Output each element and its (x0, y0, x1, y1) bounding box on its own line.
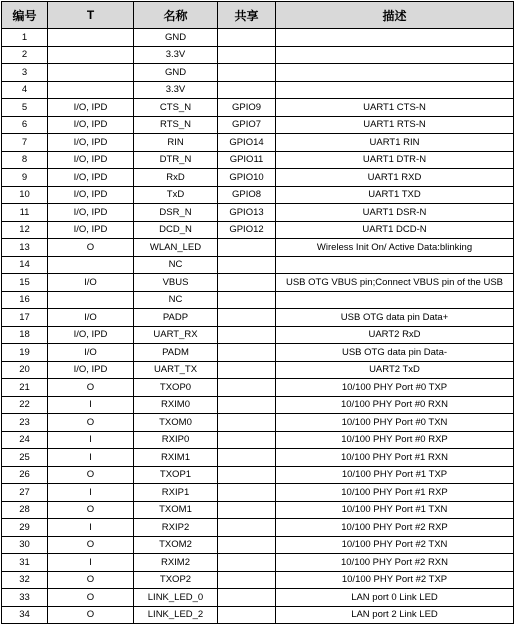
pin-type: I/O, IPD (48, 116, 134, 134)
header-shared: 共享 (218, 2, 276, 29)
table-row (2, 221, 514, 239)
header-description: 描述 (276, 2, 514, 29)
pin-description: UART2 TxD (276, 361, 514, 379)
pin-description: UART1 CTS-N (276, 99, 514, 117)
pin-shared (218, 309, 276, 327)
pin-type: I/O (48, 344, 134, 362)
pin-number: 30 (2, 536, 48, 554)
table-row (2, 589, 514, 607)
pin-description (276, 29, 514, 47)
pin-type (48, 64, 134, 82)
pin-shared (218, 414, 276, 432)
pin-type: I (48, 554, 134, 572)
pin-description: UART1 TXD (276, 186, 514, 204)
pin-description: 10/100 PHY Port #1 RXP (276, 484, 514, 502)
pin-shared (218, 291, 276, 309)
pin-number: 21 (2, 379, 48, 397)
pin-number: 19 (2, 344, 48, 362)
pin-type: I/O, IPD (48, 326, 134, 344)
pin-number: 34 (2, 606, 48, 624)
pin-type: I (48, 431, 134, 449)
pin-description: UART1 DCD-N (276, 221, 514, 239)
pin-description: LAN port 2 Link LED (276, 606, 514, 624)
pin-description: 10/100 PHY Port #1 TXN (276, 501, 514, 519)
table-row (2, 134, 514, 152)
pin-number: 20 (2, 361, 48, 379)
pin-shared (218, 64, 276, 82)
pin-shared (218, 256, 276, 274)
pin-description (276, 64, 514, 82)
pin-shared: GPIO13 (218, 204, 276, 222)
pin-name: VBUS (134, 274, 218, 292)
pin-name: WLAN_LED (134, 239, 218, 257)
pin-shared (218, 274, 276, 292)
table-row (2, 99, 514, 117)
pin-name: TXOP0 (134, 379, 218, 397)
pin-description: 10/100 PHY Port #0 RXP (276, 431, 514, 449)
pin-number: 13 (2, 239, 48, 257)
pin-name: RXIP0 (134, 431, 218, 449)
table-row (2, 466, 514, 484)
pin-name: RIN (134, 134, 218, 152)
pin-number: 18 (2, 326, 48, 344)
pin-type: O (48, 466, 134, 484)
pin-number: 8 (2, 151, 48, 169)
pin-number: 25 (2, 449, 48, 467)
pin-name: DTR_N (134, 151, 218, 169)
pin-description: 10/100 PHY Port #2 RXN (276, 554, 514, 572)
pin-name: PADM (134, 344, 218, 362)
pin-shared (218, 571, 276, 589)
pin-shared (218, 344, 276, 362)
pin-description: 10/100 PHY Port #2 RXP (276, 519, 514, 537)
pin-description (276, 46, 514, 64)
pin-type: I (48, 519, 134, 537)
pin-name: LINK_LED_0 (134, 589, 218, 607)
pin-type: I/O, IPD (48, 151, 134, 169)
pin-name: RXIM2 (134, 554, 218, 572)
pin-description (276, 81, 514, 99)
pin-name: NC (134, 291, 218, 309)
pin-number: 15 (2, 274, 48, 292)
pin-shared: GPIO8 (218, 186, 276, 204)
pin-shared (218, 484, 276, 502)
table-row (2, 291, 514, 309)
pin-description: UART1 DSR-N (276, 204, 514, 222)
table-row (2, 169, 514, 187)
pin-name: TXOM2 (134, 536, 218, 554)
pin-shared (218, 239, 276, 257)
table-row (2, 606, 514, 624)
pin-number: 27 (2, 484, 48, 502)
pin-name: 3.3V (134, 81, 218, 99)
pin-name: TXOP1 (134, 466, 218, 484)
pin-description: Wireless Init On/ Active Data:blinking (276, 239, 514, 257)
pin-type: O (48, 589, 134, 607)
pin-number: 31 (2, 554, 48, 572)
table-row (2, 379, 514, 397)
table-row (2, 519, 514, 537)
pin-number: 6 (2, 116, 48, 134)
pin-number: 24 (2, 431, 48, 449)
pin-type: I/O, IPD (48, 204, 134, 222)
table-row (2, 396, 514, 414)
pin-type: I/O, IPD (48, 99, 134, 117)
pin-number: 10 (2, 186, 48, 204)
pin-shared (218, 431, 276, 449)
pin-shared (218, 46, 276, 64)
table-row (2, 501, 514, 519)
pin-name: RTS_N (134, 116, 218, 134)
header-row (2, 2, 514, 29)
pin-description: 10/100 PHY Port #1 RXN (276, 449, 514, 467)
pin-number: 33 (2, 589, 48, 607)
pin-shared (218, 361, 276, 379)
pin-description (276, 256, 514, 274)
pin-type: O (48, 501, 134, 519)
table-row (2, 554, 514, 572)
pin-number: 4 (2, 81, 48, 99)
table-row (2, 116, 514, 134)
pin-name: LINK_LED_2 (134, 606, 218, 624)
pin-name: TXOM1 (134, 501, 218, 519)
pin-description: UART1 RXD (276, 169, 514, 187)
pin-shared (218, 326, 276, 344)
pin-description (276, 291, 514, 309)
pin-shared: GPIO12 (218, 221, 276, 239)
pin-type (48, 81, 134, 99)
pin-description: 10/100 PHY Port #1 TXP (276, 466, 514, 484)
pin-number: 32 (2, 571, 48, 589)
pin-type (48, 256, 134, 274)
pin-description: USB OTG data pin Data+ (276, 309, 514, 327)
pin-shared (218, 81, 276, 99)
table-row (2, 361, 514, 379)
pin-number: 7 (2, 134, 48, 152)
pin-number: 29 (2, 519, 48, 537)
pin-number: 1 (2, 29, 48, 47)
pin-description: USB OTG data pin Data- (276, 344, 514, 362)
pin-type: O (48, 536, 134, 554)
pin-description: UART2 RxD (276, 326, 514, 344)
table-body (2, 29, 514, 624)
pin-number: 28 (2, 501, 48, 519)
pin-type (48, 291, 134, 309)
pin-number: 5 (2, 99, 48, 117)
pin-number: 23 (2, 414, 48, 432)
pin-name: DCD_N (134, 221, 218, 239)
pin-name: RXIP1 (134, 484, 218, 502)
table-row (2, 29, 514, 47)
pin-description: UART1 DTR-N (276, 151, 514, 169)
table-row (2, 204, 514, 222)
pin-type: I (48, 449, 134, 467)
table-row (2, 256, 514, 274)
pin-type: I (48, 484, 134, 502)
pin-description: UART1 RIN (276, 134, 514, 152)
header-name: 名称 (134, 2, 218, 29)
pin-type: O (48, 414, 134, 432)
pin-shared: GPIO7 (218, 116, 276, 134)
pin-type: I/O, IPD (48, 169, 134, 187)
pin-shared (218, 589, 276, 607)
pin-shared (218, 536, 276, 554)
pin-description: 10/100 PHY Port #0 RXN (276, 396, 514, 414)
pin-shared (218, 449, 276, 467)
pin-number: 3 (2, 64, 48, 82)
pin-type: O (48, 239, 134, 257)
pin-name: TXOM0 (134, 414, 218, 432)
pin-number: 14 (2, 256, 48, 274)
pin-number: 9 (2, 169, 48, 187)
pin-shared (218, 29, 276, 47)
pin-number: 22 (2, 396, 48, 414)
pin-description: USB OTG VBUS pin;Connect VBUS pin of the USB (276, 274, 514, 292)
pin-type: I/O (48, 274, 134, 292)
table-row (2, 414, 514, 432)
pin-type: O (48, 606, 134, 624)
pin-name: UART_TX (134, 361, 218, 379)
pin-shared: GPIO10 (218, 169, 276, 187)
pin-name: RXIM1 (134, 449, 218, 467)
pin-name: CTS_N (134, 99, 218, 117)
table-row (2, 536, 514, 554)
pin-description: LAN port 0 Link LED (276, 589, 514, 607)
pin-number: 2 (2, 46, 48, 64)
pin-description: 10/100 PHY Port #0 TXN (276, 414, 514, 432)
table-row (2, 484, 514, 502)
pin-number: 26 (2, 466, 48, 484)
pin-table (1, 1, 514, 624)
table-row (2, 449, 514, 467)
pin-name: RxD (134, 169, 218, 187)
pin-shared (218, 501, 276, 519)
pin-shared (218, 554, 276, 572)
pin-name: UART_RX (134, 326, 218, 344)
pin-shared (218, 379, 276, 397)
pin-name: TxD (134, 186, 218, 204)
pin-number: 12 (2, 221, 48, 239)
pin-type (48, 46, 134, 64)
pin-number: 17 (2, 309, 48, 327)
pin-name: RXIP2 (134, 519, 218, 537)
pin-type: I/O, IPD (48, 221, 134, 239)
pin-type: I/O, IPD (48, 361, 134, 379)
pin-number: 16 (2, 291, 48, 309)
table-row (2, 344, 514, 362)
pin-shared (218, 466, 276, 484)
table-row (2, 309, 514, 327)
pin-name: TXOP2 (134, 571, 218, 589)
pin-name: RXIM0 (134, 396, 218, 414)
pin-shared (218, 606, 276, 624)
header-number: 编号 (2, 2, 48, 29)
pin-number: 11 (2, 204, 48, 222)
table-row (2, 239, 514, 257)
pin-name: GND (134, 29, 218, 47)
pin-type: I (48, 396, 134, 414)
pin-shared (218, 396, 276, 414)
pin-shared: GPIO11 (218, 151, 276, 169)
pin-name: GND (134, 64, 218, 82)
pin-shared (218, 519, 276, 537)
table-row (2, 64, 514, 82)
pin-description: 10/100 PHY Port #0 TXP (276, 379, 514, 397)
table-row (2, 326, 514, 344)
pin-shared: GPIO14 (218, 134, 276, 152)
pin-description: 10/100 PHY Port #2 TXP (276, 571, 514, 589)
table-row (2, 81, 514, 99)
header-type: T (48, 2, 134, 29)
pin-type: O (48, 571, 134, 589)
table-header (2, 2, 514, 29)
table-row (2, 274, 514, 292)
pin-shared: GPIO9 (218, 99, 276, 117)
pin-name: 3.3V (134, 46, 218, 64)
table-row (2, 431, 514, 449)
pin-type: O (48, 379, 134, 397)
pin-description: UART1 RTS-N (276, 116, 514, 134)
table-row (2, 571, 514, 589)
pin-description: 10/100 PHY Port #2 TXN (276, 536, 514, 554)
pin-type (48, 29, 134, 47)
pin-name: PADP (134, 309, 218, 327)
table-row (2, 151, 514, 169)
pin-type: I/O, IPD (48, 186, 134, 204)
table-row (2, 46, 514, 64)
pin-name: NC (134, 256, 218, 274)
pin-type: I/O, IPD (48, 134, 134, 152)
pin-type: I/O (48, 309, 134, 327)
pin-name: DSR_N (134, 204, 218, 222)
table-row (2, 186, 514, 204)
